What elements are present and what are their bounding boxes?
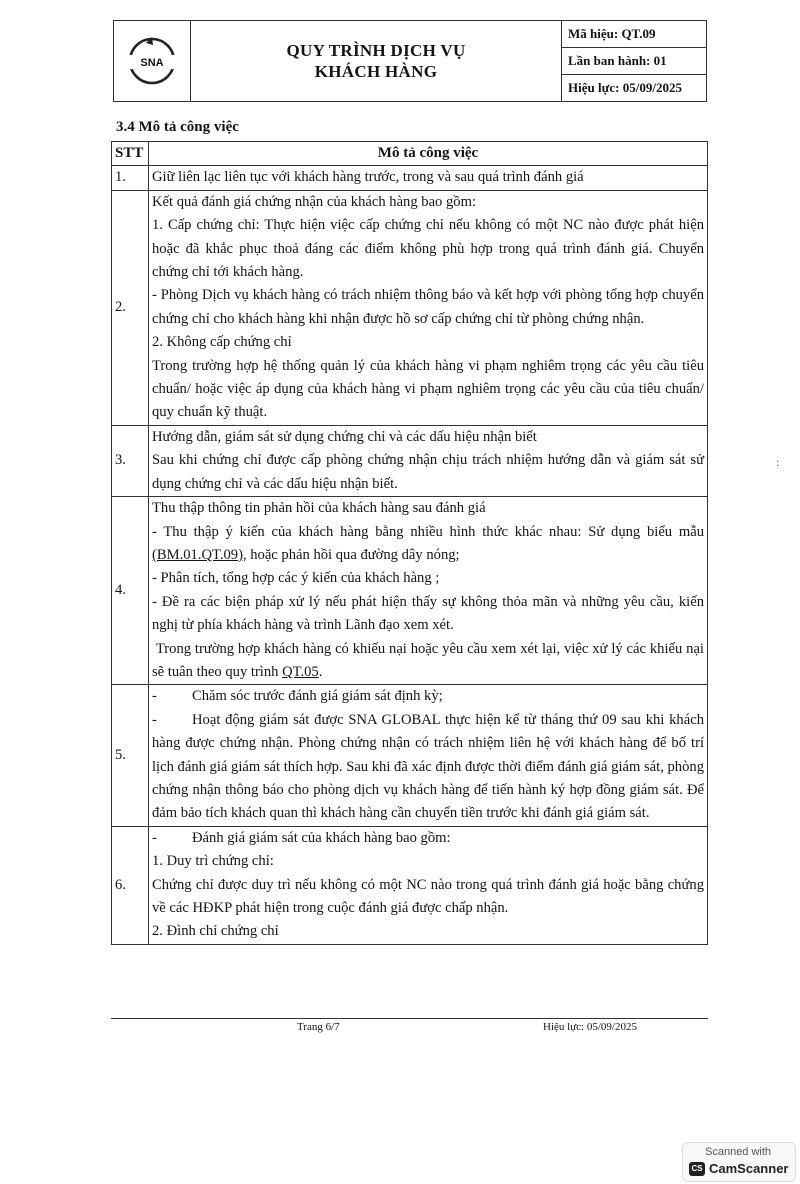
desc-line: Kết quả đánh giá chứng nhận của khách hàng bao gồm:: [152, 193, 477, 210]
footer-divider: [111, 1018, 708, 1019]
table-row: [112, 166, 708, 190]
footer-effective-date: Hiệu lực: 05/09/2025: [543, 1021, 637, 1033]
table-row: [112, 826, 708, 944]
work-description-table: [111, 141, 708, 945]
desc-line: - Phòng Dịch vụ khách hàng có trách nhiệm thông báo và kết hợp với phòng tổng hợp chuyển chứng chỉ cho khách hàng khi nhận được hồ sơ cấp chứng chỉ từ phòng chứng nhận.: [152, 287, 704, 327]
desc-line: - Phân tích, tổng hợp các ý kiến của khách hàng ;: [152, 570, 440, 587]
title-line-1: QUY TRÌNH DỊCH VỤ: [286, 41, 466, 60]
row-description: [149, 425, 708, 496]
row-description: [149, 497, 708, 685]
procedure-code-link: QT.05: [282, 663, 319, 680]
desc-text: - Thu thập ý kiến của khách hàng bằng nhiều hình thức khác nhau: Sử dụng biểu mẫu: [152, 523, 704, 540]
desc-line: [152, 827, 704, 850]
desc-line: 1. Cấp chứng chỉ: Thực hiện việc cấp chứng chỉ nếu không có một NC nào được phát hiện hoặc đã khắc phục thoả đáng các điểm không phù hợp trong quá trình đánh giá. Chuyển chứng chỉ tới khách hàng.: [152, 217, 704, 281]
issue-number: Lần ban hành: 01: [562, 48, 706, 75]
table-row: [112, 425, 708, 496]
company-logo: [114, 21, 191, 101]
desc-line: 2. Không cấp chứng chỉ: [152, 334, 292, 351]
camscanner-label: CamScanner: [709, 1161, 789, 1176]
table-row: [112, 685, 708, 826]
desc-text: Chăm sóc trước đánh giá giám sát định kỳ;: [192, 688, 443, 705]
form-code-link: (BM.01.QT.09): [152, 546, 243, 563]
desc-line: [152, 521, 704, 568]
row-number: 4.: [112, 497, 149, 685]
logo-text: SNA: [140, 57, 164, 69]
margin-mark: :: [776, 455, 780, 469]
sna-logo-icon: [122, 31, 182, 91]
desc-line: Thu thập thông tin phản hồi của khách hàng sau đánh giá: [152, 500, 486, 517]
row-number: 1.: [112, 166, 149, 190]
bullet-dash: -: [152, 688, 157, 705]
col-description: Mô tả công việc: [149, 142, 708, 166]
scanned-with-label: Scanned with: [705, 1146, 772, 1158]
desc-line: 2. Đình chỉ chứng chỉ: [152, 923, 279, 940]
page-number: Trang 6/7: [297, 1021, 340, 1033]
row-description: [149, 826, 708, 944]
desc-line: [152, 685, 704, 708]
doc-code: Mã hiệu: QT.09: [562, 21, 706, 48]
desc-text: Trong trường hợp khách hàng có khiếu nại hoặc yêu cầu xem xét lại, việc xử lý các khiếu nại sẽ tuân theo quy trình: [152, 640, 708, 680]
table-header-row: [112, 142, 708, 166]
document-header: [113, 20, 707, 102]
bullet-dash: -: [152, 829, 157, 846]
desc-text: Hoạt động giám sát được SNA GLOBAL thực hiện kể từ tháng thứ 09 sau khi khách hàng được chứng nhận. Phòng chứng nhận có trách nhiệm liên hệ với khách hàng để bố trí lịch đánh giá giám sát thích hợp. Sau khi đã xác định được thời điểm đánh giá giám sát, phòng chứng nhận thông báo cho phòng dịch vụ khách hàng để tiến hành ký hợp đồng giám sát. Để đảm bảo tích khách quan thì khách hàng cần chuyển tiền trước khi đánh giá giám sát.: [152, 711, 704, 822]
document-title: [191, 21, 562, 101]
row-description: [149, 190, 708, 425]
row-number: 5.: [112, 685, 149, 826]
row-number: 6.: [112, 826, 149, 944]
section-title: 3.4 Mô tả công việc: [116, 119, 239, 135]
camscanner-icon: CS: [689, 1162, 705, 1176]
desc-line: Chứng chỉ được duy trì nếu không có một NC nào trong quá trình đánh giá hoặc bằng chứng về các HĐKP phát hiện trong cuộc đánh giá được chấp nhận.: [152, 876, 704, 916]
desc-line: Giữ liên lạc liên tục với khách hàng trước, trong và sau quá trình đánh giá: [152, 169, 584, 186]
desc-text: Đánh giá giám sát của khách hàng bao gồm:: [192, 829, 451, 846]
desc-line: 1. Duy trì chứng chỉ:: [152, 853, 274, 870]
desc-line: - Đề ra các biện pháp xử lý nếu phát hiện thấy sự không thỏa mãn và những yêu cầu, kiến nghị từ phía khách hàng và trình Lãnh đạo xem xét.: [152, 593, 704, 634]
desc-line: [152, 709, 704, 826]
table-row: [112, 497, 708, 685]
desc-text: , hoặc phản hồi qua đường dây nóng;: [242, 546, 460, 563]
col-stt: STT: [112, 142, 149, 166]
bullet-dash: -: [152, 711, 157, 728]
desc-line: Trong trường hợp hệ thống quản lý của khách hàng vi phạm nghiêm trọng các yêu cầu tiêu chuẩn/ hoặc việc áp dụng của khách hàng vi phạm nghiêm trọng các yêu cầu của tiêu chuẩn/ quy chuẩn kỹ thuật.: [152, 357, 704, 421]
camscanner-watermark: [682, 1142, 796, 1182]
desc-line: Hướng dẫn, giám sát sử dụng chứng chỉ và các dấu hiệu nhận biết: [152, 428, 537, 445]
row-number: 2.: [112, 190, 149, 425]
desc-line: [152, 638, 708, 685]
title-line-2: KHÁCH HÀNG: [314, 62, 438, 81]
document-meta: [562, 21, 706, 101]
desc-text: .: [318, 663, 323, 680]
effective-date: Hiệu lực: 05/09/2025: [568, 80, 682, 95]
row-description: [149, 685, 708, 826]
row-description: [149, 166, 708, 190]
table-row: [112, 190, 708, 425]
desc-line: Sau khi chứng chỉ được cấp phòng chứng nhận chịu trách nhiệm hướng dẫn và giám sát sử dụng chứng chỉ và các dấu hiệu nhận biết.: [152, 452, 704, 492]
row-number: 3.: [112, 425, 149, 496]
